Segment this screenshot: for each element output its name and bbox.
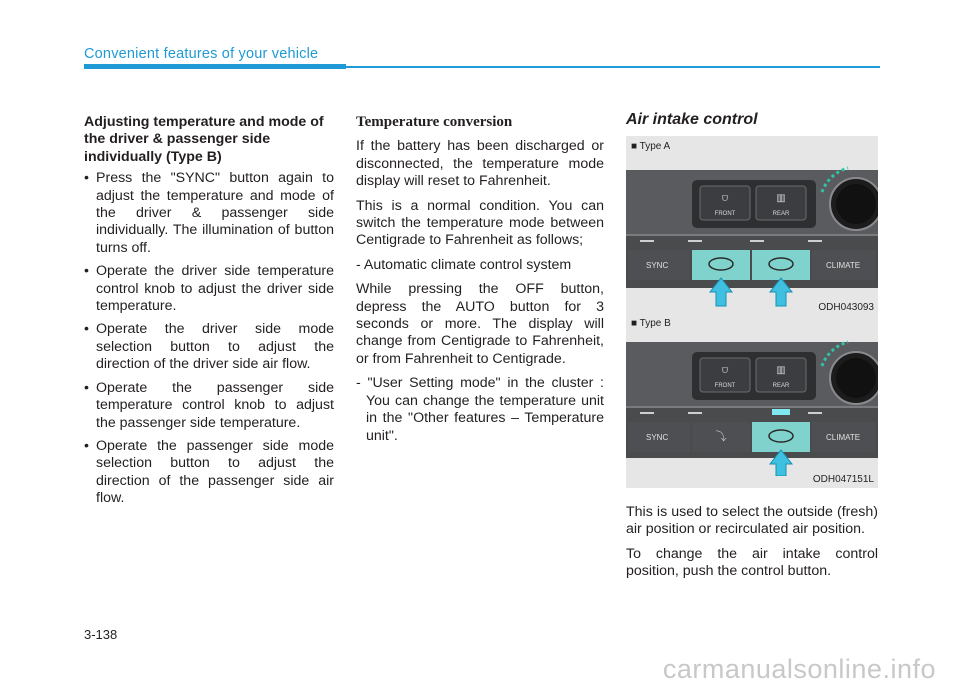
paragraph: - "User Setting mode" in the cluster : You can change the temperature unit in the "Other features – Temperature unit". (356, 375, 604, 444)
paragraph: While pressing the OFF button, depress the AUTO button for 3 seconds or more. The display will change from Centigrade to Fahrenheit, or from Fahrenheit to Centigrade. (356, 281, 604, 367)
page-header-title: Convenient features of your vehicle (84, 46, 319, 62)
climate-label: CLIMATE (826, 261, 861, 270)
list-item: • Operate the driver side mode selection button to adjust the direction of the driver side air flow. (84, 321, 334, 373)
paragraph: This is a normal condition. You can switch the temperature mode between Centigrade to Fahrenheit as follows; (356, 197, 604, 249)
sync-label: SYNC (646, 261, 669, 270)
header-rule-accent (84, 64, 346, 69)
rear-label: REAR (772, 211, 790, 217)
section-heading-temperature-conversion: Temperature conversion (356, 114, 513, 130)
defrost-icon: ⩌ (721, 193, 729, 204)
list-item: • Operate the passenger side mode selection button to adjust the direction of the passenger side air flow. (84, 438, 334, 508)
figure-type-a (626, 136, 878, 319)
defrost-icon: ⩌ (721, 365, 729, 376)
front-label: FRONT (714, 211, 736, 217)
figure-code: ODH047151L (812, 474, 874, 485)
right-column-text (626, 504, 878, 588)
list-item: • Press the "SYNC" button again to adjust the temperature and mode of the driver & passenger side individually. The illumination of button turns off. (84, 170, 334, 257)
paragraph: - Automatic climate control system (356, 256, 572, 273)
right-column-heading (626, 111, 878, 128)
middle-column (356, 114, 604, 452)
figure-type-b (626, 316, 878, 488)
figure-type-label: ■ Type A (631, 141, 671, 152)
section-heading-individual: Adjusting temperature and mode of the driver & passenger side individually (Type B) (84, 114, 324, 165)
watermark: carmanualsonline.info (662, 654, 936, 684)
indicator-light-icon (772, 409, 790, 415)
seat-mode-icon: ⤵ (715, 430, 727, 443)
sync-label: SYNC (646, 433, 669, 442)
rear-defrost-icon: ▥ (776, 365, 786, 376)
bullet-list (84, 170, 334, 507)
list-item: • Operate the passenger side temperature control knob to adjust the passenger side temperature. (84, 380, 334, 432)
climate-panel-illustration (626, 158, 878, 308)
list-item: • Operate the driver side temperature control knob to adjust the driver side temperature. (84, 263, 334, 315)
paragraph: If the battery has been discharged or disconnected, the temperature mode display will reset to Fahrenheit. (356, 138, 604, 190)
front-label: FRONT (714, 383, 736, 389)
climate-panel-illustration (626, 336, 878, 476)
climate-label: CLIMATE (826, 433, 861, 442)
left-column (84, 114, 334, 514)
section-heading-air-intake: Air intake control (626, 111, 758, 128)
rear-label: REAR (772, 383, 790, 389)
rear-defrost-icon: ▥ (776, 193, 786, 204)
paragraph: This is used to select the outside (fresh) air position or recirculated air position. (626, 504, 878, 538)
figure-type-label: ■ Type B (631, 318, 671, 329)
page-number: 3-138 (84, 627, 118, 642)
paragraph: To change the air intake control position, push the control button. (626, 545, 878, 580)
figure-code: ODH043093 (818, 302, 874, 313)
